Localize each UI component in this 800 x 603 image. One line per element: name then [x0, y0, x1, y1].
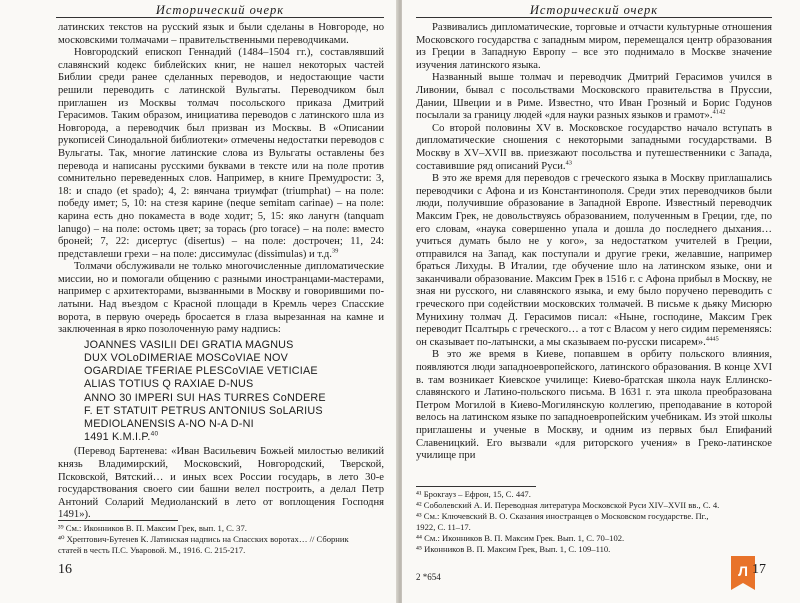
note-ref: 39: [331, 247, 339, 255]
latin-inscription: [84, 339, 384, 445]
right-paragraph-4: В это же время для переводов с греческого языка в Москву приглашались переводчики с Афона и из Константинополя. Среди этих переводчиков были люди, получившие образование в Западной Европе. Известный переводчик Максим Грек, не довольствуясь образованием, полученным в Греции, где, по его словам, «наука совершенно упала и дошла до последнего дыхания… учиться думать было не у кого», за недостатком учителей в Греции, отправился на Запад, как поступали и другие греки, желавшие, например браться Лихуды. В Италии, где обучение шло на латинском языке, они и заканчивали образование. Максим Грек в 1516 г. с Афона прибыл в Москву, не зная ни русского, ни славянского языка, и ему было поручено переводить с греческого при содействии московских толмачей. В письме к дьяку Мисюрю Мунихину толмач Д. Герасимов писал: «Ныне, господине, Максим Грек переводит Псалтырь с греческого… а тот с Власом у него сидим переменяясь: он сказывает по-латынски, а мы сказываем по-русски писарем».$^{4445}$: [416, 173, 772, 348]
inscription-line: OGARDIAE TFERIAE PLESCoVIAE VETICIAE: [84, 365, 318, 378]
footnote: ⁴⁴ См.: Иконников В. П. Максим Грек. Вып. 1, С. 70–102.: [416, 533, 625, 543]
footnote-rule: [58, 520, 178, 521]
note-ref: 42: [718, 108, 726, 116]
left-paragraph-1: латинских текстов на русский язык и были сделаны в Новгороде, но московскими толмачами – правительственными переводчиками.: [58, 22, 384, 46]
right-paragraph-2: Названный выше толмач и переводчик Дмитрий Герасимов учился в Ливонии, бывал с посольствами Московского правительства в Пруссии, Дании, Швеции и в Риме. Известно, что Иван Грозный и Борис Годунов посылали за границу людей «для науки разных языков и грамот».$^{4142}$: [416, 72, 772, 122]
left-paragraph-3: Толмачи обслуживали не только многочисленные дипломатические миссии, но и помогали общению с разными иностранцами-мастерами, например с архитекторами, вызванными в Москву и говорившими по-латыни. Над въездом с Красной площади в Кремль через Спасские ворота, в первую очередь бросается в глаза вырезанная на камне и заключенная в ярко позолоченную раму надпись:: [58, 261, 384, 336]
right-page-number: 17: [752, 562, 766, 577]
note-ref: 40: [150, 430, 159, 438]
left-page-number: 16: [58, 562, 72, 577]
footnote: статей в честь П.С. Уваровой. М., 1916. С. 215-217.: [58, 545, 246, 555]
note-ref: 43: [565, 159, 573, 166]
note-ref: 44: [705, 335, 713, 343]
footnote: ⁴² Соболевский А. И. Переводная литература Московской Руси XIV–XVII вв., С. 4.: [416, 500, 720, 510]
right-paragraph-5: В это же время в Киеве, попавшем в орбиту польского влияния, появляются люди западноевропейского, латинского образования. В конце XVI в. там возникает Киевское училище: Киево-братская школа наук Еллинско-славянского и Латино-польского письма. В 1631 г. эта школа преобразована Петром Могилой в Киево-Могилянскую коллегию, преподавание в которой велось на латинском языке по западноевропейским учебникам. Из этой школы приглашены и ученые в Москву, и одним из первых был Епифаний Славеницкий. Его вызвали «для риторского учения» в Греко-латинское училище при: [416, 349, 772, 462]
footnote: 1922, С. 11–17.: [416, 522, 471, 532]
logo-letter: Л: [738, 563, 748, 579]
left-paragraph-2: Новгородский епископ Геннадий (1484–1504 гг.), составлявший славянский кодекс библейских книг, не нашел некоторых частей Библии среди ранее сделанных переводов, и недостающие части решили переводить с латинской Вульгаты. Переводчиком был приглашен из Москвы толмач посольского приказа Дмитрий Герасимов. Таким образом, инициатива переводов с латинского шла из Новгорода, а переводчик был призван из Москвы. В «Описании рукописей Синодальной библиотеки» отмечены недостатки переводов с Вульгаты. Так, многие латинские слова из Вульгаты оставлены без перевода и написаны русскими буквами в тексте или на поле против сомнительно переведенных слов. Например, в книге Премудрости: 3, 18: и спадо (et spado); 4, 2: вянчана триумфат (triumphat) – на поле: победу имет; 5, 10: на стезя карине (neque semitam carinae) – на поле: карина есть дно покаместа в воде ходит; 5, 15: яко ланугн (tanquam lanugo) – на поле: остомь цвет; за торась (pro torace) – на поле: вместо броней; 7, 22: дисертус (disertus) – на поле: дострочен; 11, 24: представлеши грехи – на поле: диссимулас (dissimulas) и т.д.$^{39}$: [58, 47, 384, 260]
footnote: ³⁹ См.: Иконников В. П. Максим Грек, вып. 1, С. 37.: [58, 523, 247, 533]
footnote: ⁴¹ Брокгауз – Ефрон, 15, С. 447.: [416, 489, 531, 499]
footnote: ⁴⁵ Иконников В. П. Максим Грек, Вып. 1, С. 109–110.: [416, 544, 611, 554]
note-ref: 45: [712, 335, 719, 343]
left-footnotes: [58, 520, 384, 556]
right-footnotes: [416, 486, 772, 555]
right-paragraph-1: Развивались дипломатические, торговые и отчасти культурные отношения Московского государства с западным миром, перемещался центр образования из Греции в Западную Европу – все это поднимало в Москве значение изучения латинского языка.: [416, 22, 772, 71]
inscription-line: ALIAS TOTIUS Q RAXIAE D-NUS: [84, 378, 254, 391]
inscription-line: MEDIOLANENSIS A-NO N-A D-NI: [84, 418, 254, 431]
footnote: ⁴³ См.: Ключевский В. О. Сказания иностранцев о Московском государстве. Пг.,: [416, 511, 709, 521]
inscription-line: ANNO 30 IMPERI SUI HAS TURRES CoNDERE: [84, 391, 326, 404]
printer-signature: 2 *654: [416, 572, 441, 582]
bartenev-translation: (Перевод Бартенева: «Иван Васильевич Божьей милостью великий князь Владимирский, Московский, Новгородский, Тверской, Псковской, Вятский… и иных всех России государь, в лето 30-е государствования своего сии башни велел построить, а делал Петр Антоний Соларий Медиоланский в лето от воплощения Господня 1491»).: [58, 446, 384, 521]
note-ref: 41: [712, 108, 719, 116]
right-page: [402, 0, 800, 603]
right-paragraph-3: Со второй половины XV в. Московское государство начало вступать в дипломатические сношения с некоторыми западными государствами. В Москву в XV–XVII вв. приезжают посольства и путешественники с Запада, составившие ряд описаний Руси.$^{43}$: [416, 122, 772, 172]
right-running-head: Исторический очерк: [416, 3, 772, 18]
left-running-head: Исторический очерк: [56, 3, 384, 18]
left-page-body: [58, 22, 384, 522]
footnote: ⁴⁰ Хрептович-Бутенев К. Латинская надпись на Спасских воротах… // Сборник: [58, 534, 349, 544]
inscription-line: JOANNES VASILII DEI GRATIA MAGNUS: [84, 338, 294, 351]
inscription-line: 1491 K.M.I.P.$^{40}$: [84, 430, 159, 444]
inscription-line: DUX VOLoDIMERIAE MOSCoVIAE NOV: [84, 352, 288, 365]
right-page-body: [416, 22, 772, 463]
inscription-line: F. ET STATUIT PETRUS ANTONIUS SoLARIUS: [84, 404, 323, 417]
footnote-rule: [416, 486, 536, 487]
left-page: [0, 0, 398, 603]
